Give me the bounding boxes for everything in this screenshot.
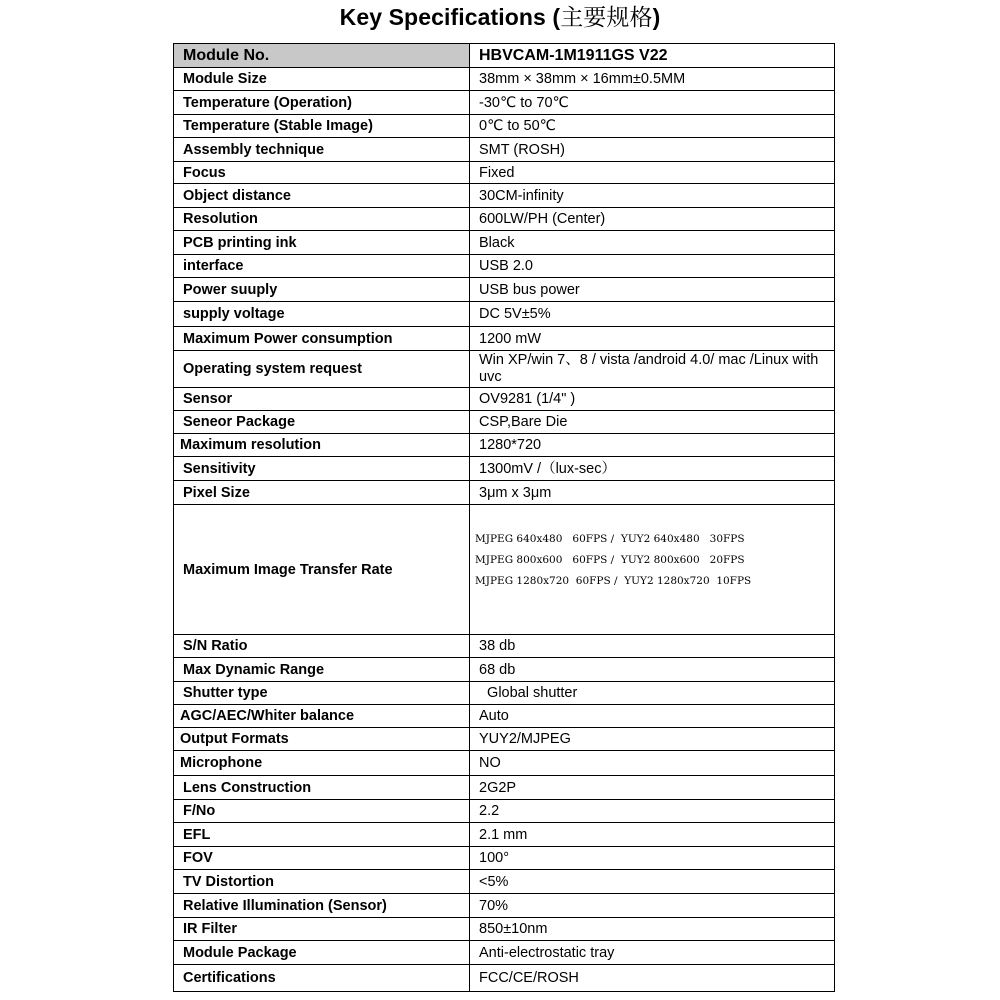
spec-label: EFL bbox=[174, 823, 470, 847]
table-row bbox=[174, 481, 835, 505]
table-row bbox=[174, 705, 835, 728]
spec-label: Max Dynamic Range bbox=[174, 658, 470, 682]
table-row bbox=[174, 231, 835, 255]
spec-value: 1200 mW bbox=[470, 327, 835, 351]
rate-line: MJPEG 640x480 60FPS / YUY2 640x480 30FPS bbox=[475, 533, 745, 545]
spec-value: DC 5V±5% bbox=[470, 302, 835, 327]
table-row bbox=[174, 255, 835, 278]
spec-value: HBVCAM-1M1911GS V22 bbox=[470, 44, 835, 68]
spec-label: Power suuply bbox=[174, 278, 470, 302]
spec-value: FCC/CE/ROSH bbox=[470, 965, 835, 992]
spec-label: supply voltage bbox=[174, 302, 470, 327]
spec-label: Certifications bbox=[174, 965, 470, 992]
table-row bbox=[174, 457, 835, 481]
spec-value: 600LW/PH (Center) bbox=[470, 208, 835, 231]
spec-value: 2G2P bbox=[470, 776, 835, 800]
table-row bbox=[174, 184, 835, 208]
table-row bbox=[174, 823, 835, 847]
spec-value: Black bbox=[470, 231, 835, 255]
spec-value: 1280*720 bbox=[470, 434, 835, 457]
table-row bbox=[174, 302, 835, 327]
spec-value: 100° bbox=[470, 847, 835, 870]
title-text: Key Specifications ( bbox=[339, 4, 561, 30]
spec-label: Microphone bbox=[174, 751, 470, 776]
spec-label: TV Distortion bbox=[174, 870, 470, 894]
spec-label: Operating system request bbox=[174, 351, 470, 388]
spec-label: Maximum Power consumption bbox=[174, 327, 470, 351]
spec-label: Relative Illumination (Sensor) bbox=[174, 894, 470, 918]
spec-label: Focus bbox=[174, 162, 470, 184]
spec-label: Pixel Size bbox=[174, 481, 470, 505]
spec-label: FOV bbox=[174, 847, 470, 870]
spec-value: 70% bbox=[470, 894, 835, 918]
spec-label: interface bbox=[174, 255, 470, 278]
table-row bbox=[174, 728, 835, 751]
table-row bbox=[174, 965, 835, 992]
page-title bbox=[0, 2, 1000, 33]
table-row bbox=[174, 751, 835, 776]
spec-value: 38 db bbox=[470, 635, 835, 658]
spec-value: -30℃ to 70℃ bbox=[470, 91, 835, 115]
spec-value: 0℃ to 50℃ bbox=[470, 115, 835, 138]
table-row bbox=[174, 208, 835, 231]
spec-label: Shutter type bbox=[174, 682, 470, 705]
table-row bbox=[174, 894, 835, 918]
spec-label: Assembly technique bbox=[174, 138, 470, 162]
title-cjk-text: 主要规格 bbox=[560, 5, 653, 31]
table-row bbox=[174, 918, 835, 941]
rate-line: MJPEG 800x600 60FPS / YUY2 800x600 20FPS bbox=[475, 554, 745, 566]
spec-value: 2.2 bbox=[470, 800, 835, 823]
spec-label: Temperature (Operation) bbox=[174, 91, 470, 115]
spec-value: <5% bbox=[470, 870, 835, 894]
spec-value: OV9281 (1/4" ) bbox=[470, 388, 835, 411]
spec-value-multiline bbox=[470, 505, 835, 635]
table-row bbox=[174, 941, 835, 965]
spec-value: 38mm × 38mm × 16mm±0.5MM bbox=[470, 68, 835, 91]
table-row bbox=[174, 505, 835, 635]
spec-label: Sensitivity bbox=[174, 457, 470, 481]
spec-label: Object distance bbox=[174, 184, 470, 208]
table-row bbox=[174, 411, 835, 434]
rate-line: MJPEG 1280x720 60FPS / YUY2 1280x720 10FPS bbox=[475, 575, 752, 587]
spec-value: Win XP/win 7、8 / vista /android 4.0/ mac /Linux with uvc bbox=[470, 351, 835, 388]
spec-value: 2.1 mm bbox=[470, 823, 835, 847]
spec-value: CSP,Bare Die bbox=[470, 411, 835, 434]
table-row bbox=[174, 278, 835, 302]
table-row bbox=[174, 138, 835, 162]
table-row bbox=[174, 68, 835, 91]
spec-label: F/No bbox=[174, 800, 470, 823]
spec-value: Fixed bbox=[470, 162, 835, 184]
spec-label: IR Filter bbox=[174, 918, 470, 941]
spec-value: USB bus power bbox=[470, 278, 835, 302]
spec-label: S/N Ratio bbox=[174, 635, 470, 658]
table-row bbox=[174, 800, 835, 823]
spec-value: SMT (ROSH) bbox=[470, 138, 835, 162]
table-row bbox=[174, 388, 835, 411]
spec-label: AGC/AEC/Whiter balance bbox=[174, 705, 470, 728]
spec-value: 1300mV /（lux-sec） bbox=[470, 457, 835, 481]
table-row bbox=[174, 776, 835, 800]
table-row bbox=[174, 847, 835, 870]
table-row bbox=[174, 91, 835, 115]
table-row bbox=[174, 115, 835, 138]
spec-label: Lens Construction bbox=[174, 776, 470, 800]
spec-value: 3μm x 3μm bbox=[470, 481, 835, 505]
spec-label: Module Package bbox=[174, 941, 470, 965]
table-row bbox=[174, 44, 835, 68]
spec-table bbox=[173, 43, 835, 992]
spec-value: 850±10nm bbox=[470, 918, 835, 941]
table-row bbox=[174, 635, 835, 658]
spec-value: USB 2.0 bbox=[470, 255, 835, 278]
spec-label: Module Size bbox=[174, 68, 470, 91]
spec-value: Auto bbox=[470, 705, 835, 728]
spec-value: NO bbox=[470, 751, 835, 776]
spec-label: Resolution bbox=[174, 208, 470, 231]
spec-label: Maximum resolution bbox=[174, 434, 470, 457]
table-row bbox=[174, 682, 835, 705]
spec-label: Seneor Package bbox=[174, 411, 470, 434]
spec-label: Maximum Image Transfer Rate bbox=[174, 505, 470, 635]
title-close-paren: ) bbox=[652, 4, 661, 30]
table-row bbox=[174, 434, 835, 457]
table-row bbox=[174, 870, 835, 894]
table-row bbox=[174, 162, 835, 184]
table-row bbox=[174, 658, 835, 682]
spec-value: 68 db bbox=[470, 658, 835, 682]
spec-value: Anti-electrostatic tray bbox=[470, 941, 835, 965]
spec-label: Module No. bbox=[174, 44, 470, 68]
spec-label: Sensor bbox=[174, 388, 470, 411]
spec-label: Output Formats bbox=[174, 728, 470, 751]
table-row bbox=[174, 351, 835, 388]
spec-value: 30CM-infinity bbox=[470, 184, 835, 208]
spec-label: PCB printing ink bbox=[174, 231, 470, 255]
spec-value: YUY2/MJPEG bbox=[470, 728, 835, 751]
spec-value: Global shutter bbox=[470, 682, 835, 705]
table-row bbox=[174, 327, 835, 351]
spec-label: Temperature (Stable Image) bbox=[174, 115, 470, 138]
